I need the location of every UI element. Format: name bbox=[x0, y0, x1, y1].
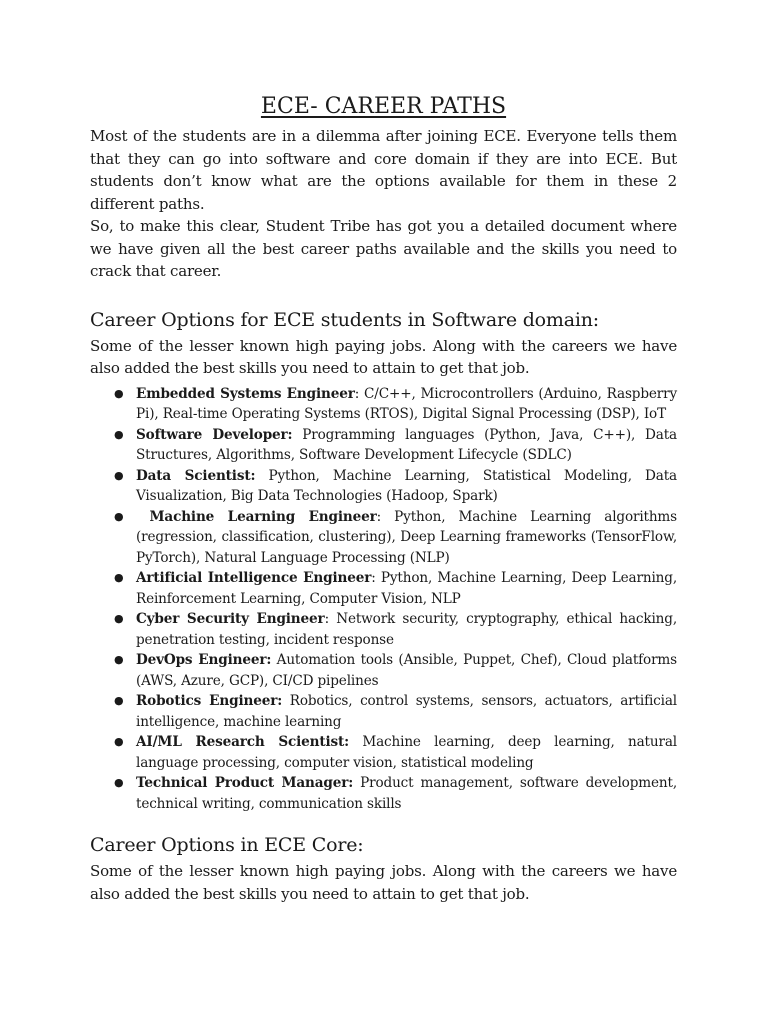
software-section-heading: Career Options for ECE students in Software domain: bbox=[90, 308, 599, 331]
bullet-icon: ● bbox=[114, 694, 124, 707]
bullet-icon: ● bbox=[114, 776, 124, 789]
career-role-separator: : bbox=[371, 570, 376, 586]
career-skills: Programming languages (Python, Java, C++), Data Structures, Algorithms, Software Development Lifecycle (SDLC) bbox=[136, 426, 677, 463]
list-item bbox=[114, 650, 677, 691]
career-role: Technical Product Manager: bbox=[136, 775, 354, 791]
list-item bbox=[114, 425, 677, 466]
document-page bbox=[90, 92, 677, 905]
list-item bbox=[114, 773, 677, 814]
document-title: ECE- CAREER PATHS bbox=[260, 94, 507, 119]
bullet-icon: ● bbox=[114, 509, 124, 523]
bullet-icon: ● bbox=[114, 386, 124, 400]
software-careers-list bbox=[90, 384, 677, 815]
career-skills: Automation tools (Ansible, Puppet, Chef), Cloud platforms (AWS, Azure, GCP), CI/CD pipelines bbox=[136, 652, 677, 689]
career-skills: Machine learning, deep learning, natural language processing, computer vision, statistical modeling bbox=[136, 734, 677, 771]
career-role: Embedded Systems Engineer bbox=[136, 385, 355, 402]
list-item bbox=[114, 507, 678, 569]
list-item bbox=[114, 568, 677, 609]
career-skills: Product management, software development, technical writing, communication skills bbox=[136, 775, 677, 812]
software-section-description: Some of the lesser known high paying jobs. Along with the careers we have also added the best skills you need to attain to get that job. bbox=[90, 336, 677, 377]
list-item bbox=[114, 609, 678, 650]
career-skills: C/C++, Microcontrollers (Arduino, Raspberry Pi), Real-time Operating Systems (RTOS), Digital Signal Processing (DSP), IoT bbox=[136, 385, 678, 422]
career-role: Artificial Intelligence Engineer bbox=[136, 570, 372, 586]
bullet-icon: ● bbox=[114, 735, 124, 748]
career-role: Robotics Engineer: bbox=[136, 693, 283, 709]
list-item bbox=[114, 732, 677, 773]
career-role: Cyber Security Engineer bbox=[136, 611, 325, 627]
intro-paragraph-2: So, to make this clear, Student Tribe has got you a detailed document where we have given all the best career paths available and the skills you need to crack that career. bbox=[90, 217, 677, 280]
bullet-icon: ● bbox=[114, 427, 124, 441]
career-skills: Network security, cryptography, ethical hacking, penetration testing, incident response bbox=[136, 611, 678, 648]
career-skills: Python, Machine Learning algorithms (regression, classification, clustering), Deep Learning frameworks (TensorFlow, PyTorch), Natural Language Processing (NLP) bbox=[136, 508, 678, 566]
core-section-heading: Career Options in ECE Core: bbox=[90, 834, 364, 856]
bullet-icon: ● bbox=[114, 653, 124, 666]
career-role: AI/ML Research Scientist: bbox=[136, 734, 350, 750]
career-skills: Python, Machine Learning, Statistical Modeling, Data Visualization, Big Data Technologies (Hadoop, Spark) bbox=[136, 467, 677, 504]
core-section-description: Some of the lesser known high paying jobs. Along with the careers we have also added the best skills you need to attain to get that job. bbox=[90, 862, 677, 903]
career-role: DevOps Engineer: bbox=[136, 652, 272, 668]
intro-paragraph-1: Most of the students are in a dilemma after joining ECE. Everyone tells them that they can go into software and core domain if they are into ECE. But students don’t know what are the options available for them in these 2 different paths. bbox=[90, 127, 677, 213]
career-role: Machine Learning Engineer bbox=[136, 508, 377, 525]
career-role: Software Developer: bbox=[136, 426, 293, 443]
career-role: Data Scientist: bbox=[136, 467, 256, 484]
career-skills: Robotics, control systems, sensors, actuators, artificial intelligence, machine learning bbox=[136, 693, 677, 730]
career-role-separator: : bbox=[376, 508, 382, 525]
list-item bbox=[114, 384, 678, 425]
career-skills: Python, Machine Learning, Deep Learning, Reinforcement Learning, Computer Vision, NLP bbox=[136, 570, 677, 607]
list-item bbox=[114, 691, 677, 732]
bullet-icon: ● bbox=[114, 612, 124, 625]
career-role-separator: : bbox=[354, 385, 360, 402]
list-item bbox=[114, 466, 677, 507]
career-role-separator: : bbox=[324, 611, 329, 627]
bullet-icon: ● bbox=[114, 571, 124, 584]
bullet-icon: ● bbox=[114, 468, 124, 482]
